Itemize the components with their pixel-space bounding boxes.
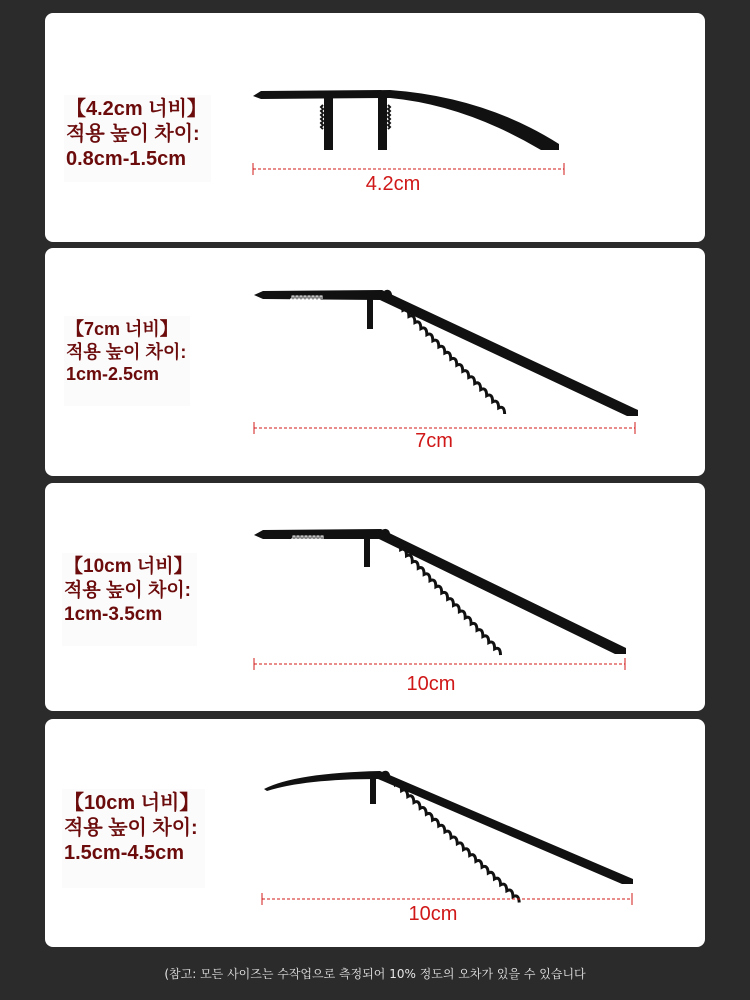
height-diff-label: 적용 높이 차이:	[64, 579, 192, 601]
height-diff-label: 적용 높이 차이:	[66, 123, 200, 145]
product-card-10cm-b	[45, 719, 705, 947]
width-title: 【10cm 너비】	[64, 556, 193, 577]
width-dimension-label: 7cm	[415, 430, 453, 452]
ramp-leg-left	[324, 97, 333, 150]
height-range: 1cm-2.5cm	[66, 364, 160, 384]
width-title: 【10cm 너비】	[64, 792, 200, 814]
product-card-10cm-a	[45, 483, 705, 711]
ramp-profile-shape	[264, 771, 633, 884]
ramp-leg	[367, 295, 373, 329]
width-dimension-label: 10cm	[408, 903, 458, 925]
width-title: 【7cm 너비】	[66, 319, 178, 339]
ramp-profile-shape	[253, 90, 559, 150]
ramp-leg	[364, 534, 370, 567]
ramp-leg	[370, 775, 376, 804]
product-card-4-2cm	[45, 13, 705, 242]
height-range: 1.5cm-4.5cm	[64, 842, 185, 864]
height-range: 0.8cm-1.5cm	[66, 148, 187, 170]
ramp-leg-right	[378, 97, 387, 150]
height-range: 1cm-3.5cm	[64, 603, 163, 625]
product-card-7cm	[45, 248, 705, 476]
width-title: 【4.2cm 너비】	[66, 98, 207, 120]
width-dimension-label: 10cm	[406, 673, 456, 695]
measurement-note: (참고: 모든 사이즈는 수작업으로 측정되어 10% 정도의 오차가 있을 수 있습니다	[164, 967, 586, 981]
ramp-profile-shape	[254, 529, 626, 654]
height-diff-label: 적용 높이 차이:	[64, 817, 198, 839]
width-dimension-label: 4.2cm	[365, 173, 421, 195]
height-diff-label: 적용 높이 차이:	[66, 341, 187, 362]
profile-diagram	[45, 13, 705, 242]
